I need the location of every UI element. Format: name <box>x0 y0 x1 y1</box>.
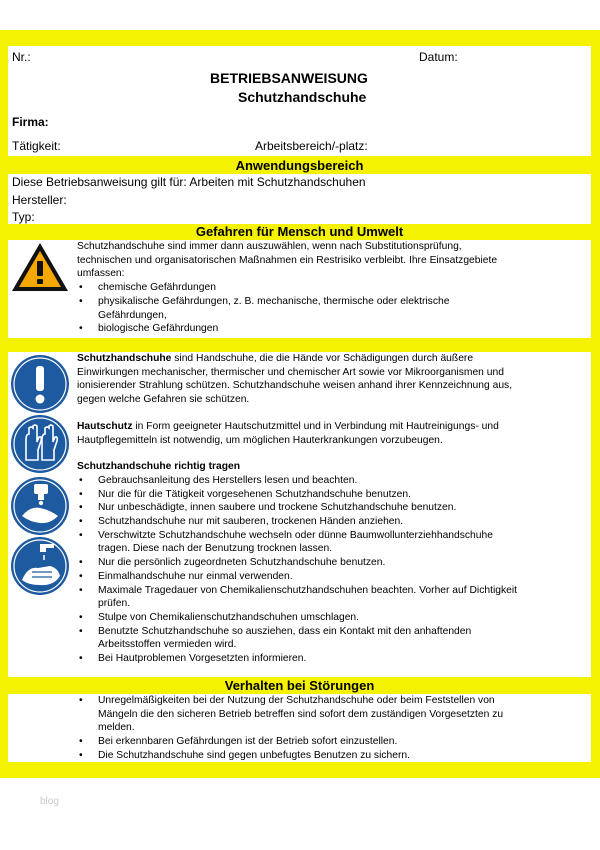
page-title: BETRIEBSANWEISUNG <box>210 70 368 86</box>
list-item: • Einmalhandschuhe nur einmal verwenden. <box>77 570 525 584</box>
schutz-p2-bold: Hautschutz <box>77 420 133 432</box>
tragen-list <box>77 474 525 666</box>
list-item: • Maximale Tragedauer von Chemikalienschutzhandschuhen beachten. Vorher auf Dichtigkeit prüfen. <box>77 584 525 611</box>
list-item: • Die Schutzhandschuhe sind gegen unbefugtes Benutzen zu sichern. <box>77 749 522 763</box>
gefahren-list <box>77 281 515 336</box>
stoerungen-heading: Verhalten bei Störungen <box>224 678 375 693</box>
gloves-icon <box>10 414 70 474</box>
schutz-p2-text: in Form geeigneter Hautschutzmittel und in Verbindung mit Hautreinigungs- und Hautpflegemitteln ist notwendig, um möglichen Hauterkrankungen vorzubeugen. <box>77 420 499 446</box>
list-item: • Nur die persönlich zugeordneten Schutzhandschuhe benutzen. <box>77 556 525 570</box>
watermark: blog <box>40 796 59 807</box>
schutz-p1-bold: Schutzhandschuhe <box>77 353 172 364</box>
hand-washing-icon <box>10 536 70 596</box>
list-item: • chemische Gefährdungen <box>77 281 515 295</box>
typ-label: Typ: <box>12 210 35 224</box>
anwendungsbereich-heading: Anwendungsbereich <box>235 158 364 173</box>
list-item: • Unregelmäßigkeiten bei der Nutzung der Schutzhandschuhe oder beim Feststellen von Mängeln die den sicheren Betrieb betreffen sind sofort dem zuständigen Vorgesetzten zu melden. <box>77 694 522 735</box>
arbeitsbereich-label: Arbeitsbereich/-platz: <box>255 139 368 153</box>
warning-icon <box>10 241 70 293</box>
list-item: • Bei erkennbaren Gefährdungen ist der Betrieb sofort einzustellen. <box>77 735 522 749</box>
gefahren-heading: Gefahren für Mensch und Umwelt <box>195 224 404 239</box>
schutz-text <box>77 352 525 666</box>
gefahren-text <box>77 240 515 336</box>
list-item: • biologische Gefährdungen <box>77 322 515 336</box>
gefahren-intro: Schutzhandschuhe sind immer dann auszuwählen, wenn nach Substitutionsprüfung, technischen und organisatorischen Maßnahmen ein Restrisiko verbleibt. Ihre Einsatzgebiete umfassen: <box>77 241 498 280</box>
list-item: • Schutzhandschuhe nur mit sauberen, trockenen Händen anziehen. <box>77 515 525 529</box>
page-subtitle: Schutzhandschuhe <box>238 89 367 105</box>
datum-label: Datum: <box>419 50 458 64</box>
schutz-paragraph-1 <box>77 352 525 407</box>
stoerungen-text <box>77 694 522 763</box>
schutz-paragraph-2 <box>77 420 525 447</box>
stoerungen-list <box>77 694 522 763</box>
list-item: • physikalische Gefährdungen, z. B. mechanische, thermische oder elektrische Gefährdungen, <box>77 295 515 322</box>
hersteller-label: Hersteller: <box>12 193 67 207</box>
geltungsbereich-text: Diese Betriebsanweisung gilt für: Arbeiten mit Schutzhandschuhen <box>12 175 366 189</box>
list-item: • Bei Hautproblemen Vorgesetzten informieren. <box>77 652 525 666</box>
schutz-p1-text: sind Handschuhe, die die Hände vor Schädigungen durch äußere Einwirkungen mechanischer, thermischer und chemischer Art sowie vor Mikroorganismen und ionisierender Strahlung schützen. Schutzhandschuhe weisen anhand ihrer Kennzeichnung aus, gegen welche Gefahren sie schützen. <box>77 353 513 406</box>
list-item: • Gebrauchsanleitung des Herstellers lesen und beachten. <box>77 474 525 488</box>
list-item: • Nur unbeschädigte, innen saubere und trockene Schutzhandschuhe benutzen. <box>77 501 525 515</box>
hand-cream-icon <box>10 476 70 536</box>
mandatory-exclamation-icon <box>10 354 70 414</box>
tragen-heading: Schutzhandschuhe richtig tragen <box>77 461 241 473</box>
nr-label: Nr.: <box>12 50 31 64</box>
firma-label: Firma: <box>12 115 49 129</box>
list-item: • Benutzte Schutzhandschuhe so ausziehen, dass ein Kontakt mit den anhaftenden Arbeitsstoffen vermieden wird. <box>77 625 525 652</box>
taetigkeit-label: Tätigkeit: <box>12 139 61 153</box>
list-item: • Stulpe von Chemikalienschutzhandschuhen umschlagen. <box>77 611 525 625</box>
list-item: • Nur die für die Tätigkeit vorgesehenen Schutzhandschuhe benutzen. <box>77 488 525 502</box>
list-item: • Verschwitzte Schutzhandschuhe wechseln oder dünne Baumwollunterziehhandschuhe tragen. Diese nach der Benutzung trocknen lassen. <box>77 529 525 556</box>
